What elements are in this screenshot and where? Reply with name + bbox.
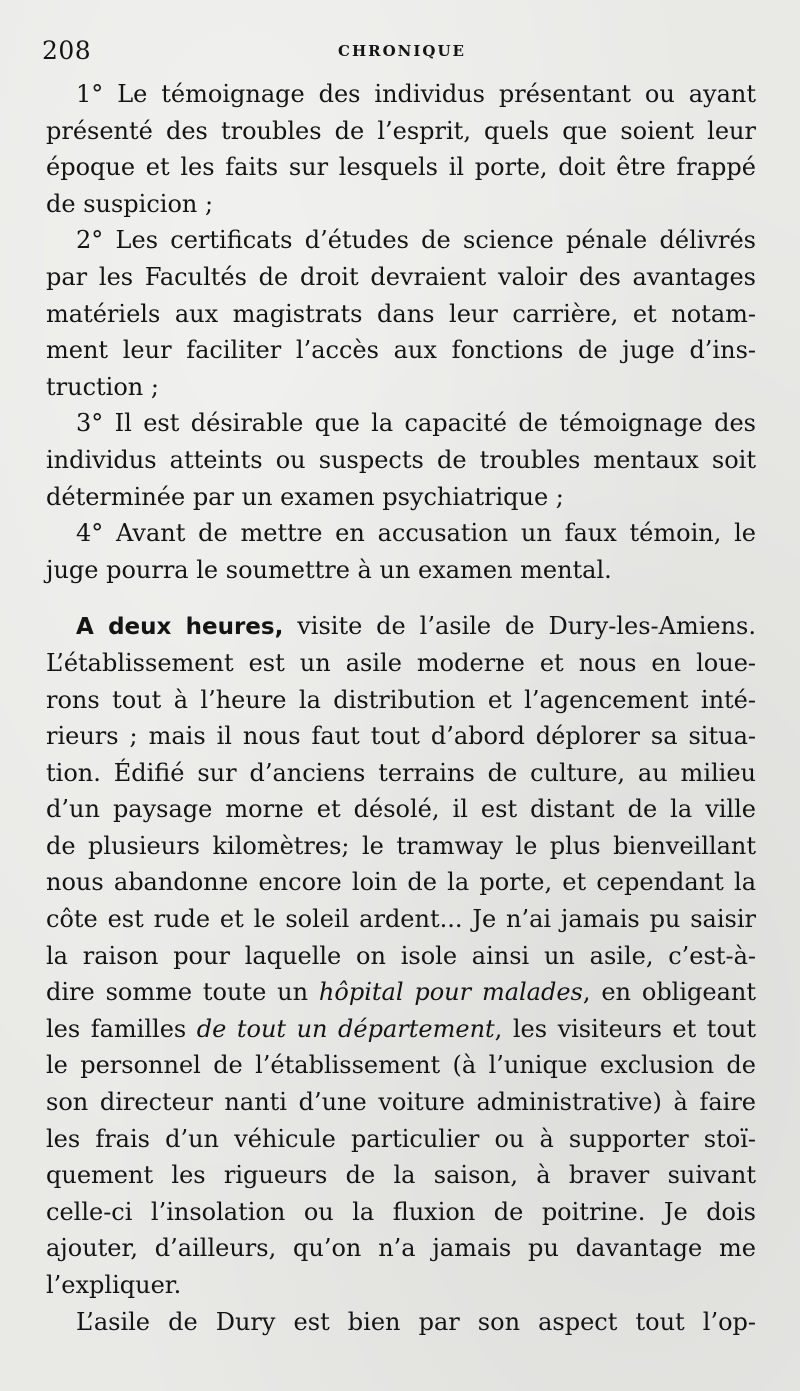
text-line (46, 608, 756, 645)
text-line: L’établissement est un asile moderne et nous en loue- (46, 648, 756, 677)
section-lead: A deux heures, (76, 614, 284, 641)
text-line: individus atteints ou suspects de troubles mentaux soit (46, 445, 756, 474)
text-line: celle-ci l’insolation ou la fluxion de poitrine. Je dois (46, 1197, 756, 1226)
text-line: ajouter, d’ailleurs, qu’on n’a jamais pu davantage me (46, 1234, 756, 1263)
resolution-3 (46, 405, 756, 515)
resolution-4 (46, 515, 756, 588)
text-line: quement les rigueurs de la saison, à braver suivant (46, 1161, 756, 1190)
italic-phrase: de tout un département (196, 1014, 495, 1043)
text-line: juge pourra le soumettre à un examen mental. (46, 555, 612, 584)
text-line: de suspicion ; (46, 189, 214, 218)
text-line: ment leur faciliter l’accès aux fonctions de juge d’ins- (46, 336, 756, 365)
text-line: rons tout à l’heure la distribution et l’agencement inté- (46, 685, 756, 714)
text-line: l’expliquer. (46, 1271, 182, 1299)
text-fragment: dire somme toute un (46, 978, 319, 1007)
text-line: 2° Les certificats d’études de science pénale délivrés (76, 226, 756, 255)
text-line: 1° Le témoignage des individus présentant ou ayant (76, 80, 756, 108)
running-head: CHRONIQUE (338, 42, 466, 60)
text-line: le personnel de l’établissement (à l’unique exclusion de (46, 1051, 756, 1080)
text-line: époque et les faits sur lesquels il porte, doit être frappé (46, 153, 756, 182)
text-line: rieurs ; mais il nous faut tout d’abord déplorer sa situa- (46, 722, 756, 751)
text-line: déterminée par un examen psychiatrique ; (46, 482, 564, 511)
body-text (46, 76, 756, 1340)
final-paragraph (46, 1304, 756, 1341)
italic-phrase: hôpital pour malades (318, 978, 583, 1007)
text-line: présenté des troubles de l’esprit, quels que soient leur (46, 116, 756, 145)
text-fragment: les familles (46, 1014, 197, 1043)
text-fragment: , les visiteurs et tout (494, 1014, 756, 1043)
text-line: la raison pour laquelle on isole ainsi un asile, c’est-à- (46, 941, 756, 970)
text-line: truction ; (46, 372, 159, 401)
text-line: par les Facultés de droit devraient valoir des avantages (46, 262, 756, 291)
text-line: de plusieurs kilomètres; le tramway le plus bienveillant (46, 831, 756, 860)
page-number: 208 (42, 36, 92, 65)
resolution-1 (46, 76, 756, 222)
text-line: côte est rude et le soleil ardent... Je n’ai jamais pu saisir (46, 905, 756, 934)
text-line: tion. Édifié sur d’anciens terrains de culture, au milieu (46, 758, 756, 787)
visit-paragraph (46, 608, 756, 1303)
text-line: matériels aux magistrats dans leur carrière, et notam- (46, 299, 756, 328)
paragraph-gap (46, 588, 756, 608)
page-header (42, 36, 762, 70)
text-line: d’un paysage morne et désolé, il est distant de la ville (46, 795, 756, 824)
resolution-2 (46, 222, 756, 405)
text-fragment: visite de l’asile de Dury-les-Amiens. (283, 612, 756, 641)
text-fragment: , en obligeant (582, 978, 757, 1007)
text-line: 3° Il est désirable que la capacité de témoignage des (76, 409, 756, 438)
text-line: les frais d’un véhicule particulier ou à supporter stoï- (46, 1124, 756, 1153)
text-line: L’asile de Dury est bien par son aspect tout l’op- (76, 1307, 756, 1336)
text-line: nous abandonne encore loin de la porte, et cependant la (46, 868, 756, 897)
text-line: son directeur nanti d’une voiture administrative) à faire (46, 1088, 756, 1117)
text-line: 4° Avant de mettre en accusation un faux témoin, le (76, 519, 756, 548)
text-line (46, 1011, 756, 1048)
text-line (46, 974, 756, 1011)
